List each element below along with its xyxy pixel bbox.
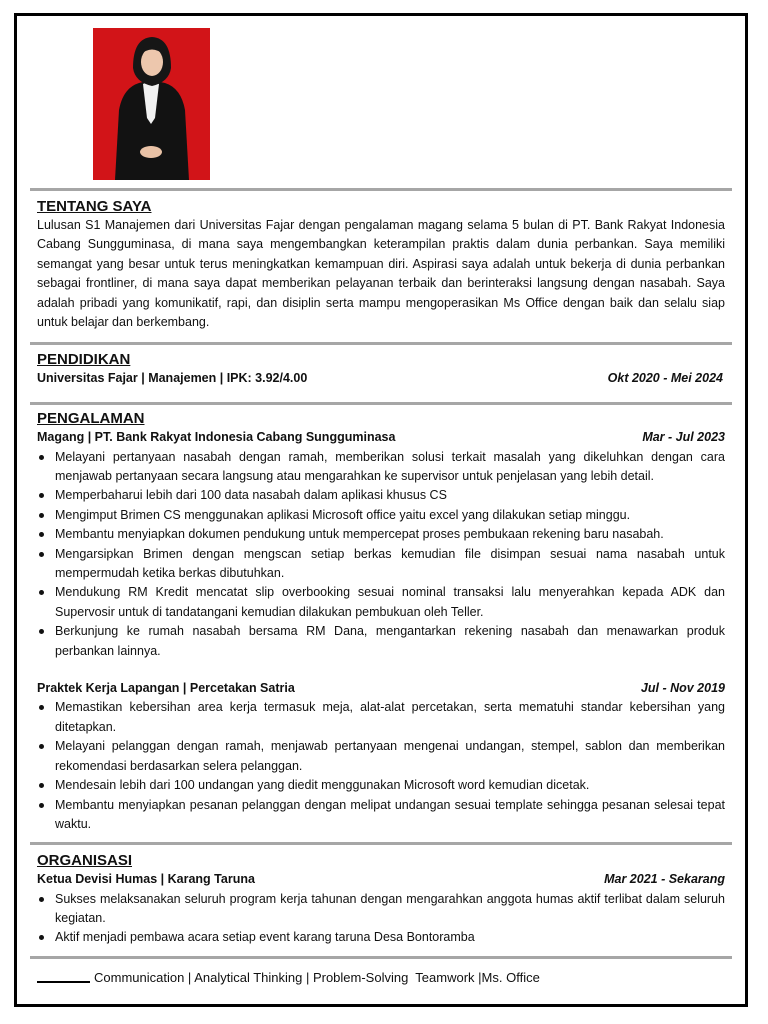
organization-row: [37, 870, 725, 890]
about-section: [37, 198, 725, 332]
organization-role: Ketua Devisi Humas | Karang Taruna: [37, 872, 255, 886]
organization-date: Mar 2021 - Sekarang: [604, 872, 725, 886]
organization-section: [37, 852, 725, 948]
profile-photo: [93, 28, 210, 180]
education-section: [37, 351, 725, 389]
about-title: TENTANG SAYA: [37, 198, 152, 215]
education-row: [37, 369, 725, 389]
job-date: Jul - Nov 2019: [640, 680, 725, 695]
education-date: Okt 2020 - Mei 2024: [607, 371, 723, 385]
list-item: Melayani pertanyaan nasabah dengan ramah, memberikan solusi terkait masalah yang dikeluhkan dengan cara menjawab pertanyaan secara langsung atau mengarahkan ke supervisor untuk penjelasan yang lebih detail.: [37, 448, 725, 487]
person-portrait-icon: [93, 28, 210, 180]
education-title: PENDIDIKAN: [37, 351, 131, 368]
divider: [30, 956, 732, 959]
divider: [30, 842, 732, 845]
job-date: Mar - Jul 2023: [642, 430, 725, 444]
divider: [30, 402, 732, 405]
about-text: Lulusan S1 Manajemen dari Universitas Fajar dengan pengalaman magang selama 5 bulan di PT. Bank Rakyat Indonesia Cabang Sungguminasa, di mana saya mengembangkan keterampilan praktis dalam dunia perbankan. Saya memiliki semangat yang besar untuk terus meningkatkan kemampuan diri. Aspirasi saya adalah untuk bekerja di dunia perbankan sebagai frontliner, di mana saya dapat memberikan pelayanan terbaik dan berinteraksi langsung dengan nasabah. Saya adalah pribadi yang komunikatif, rapi, dan disiplin serta mampu mengoperasikan Ms Office dengan baik dan selalu siap untuk belajar dan berkembang.: [37, 218, 725, 330]
organization-bullets: [37, 890, 725, 948]
list-item: Memastikan kebersihan area kerja termasuk meja, alat-alat percetakan, serta mematuhi standar kebersihan yang ditetapkan.: [37, 698, 725, 737]
resume-page: [14, 13, 748, 1007]
skills-row: [37, 970, 540, 985]
skills-underline: [37, 981, 90, 983]
job-role: Praktek Kerja Lapangan | Percetakan Satria: [37, 680, 295, 695]
list-item: Mendesain lebih dari 100 undangan yang diedit menggunakan Microsoft word kemudian dicetak.: [37, 776, 725, 795]
list-item: Membantu menyiapkan dokumen pendukung untuk mempercepat proses pembukaan rekening baru nasabah.: [37, 525, 725, 544]
job-row: [37, 428, 725, 448]
experience-section: [37, 410, 725, 834]
list-item: Mengimput Brimen CS menggunakan aplikasi Microsoft office yaitu excel yang dilakukan setiap minggu.: [37, 506, 725, 525]
list-item: Berkunjung ke rumah nasabah bersama RM Dana, mengantarkan rekening nasabah dan menawarkan produk perbankan lainnya.: [37, 622, 725, 661]
education-school: Universitas Fajar | Manajemen | IPK: 3.92/4.00: [37, 371, 308, 385]
job-row: [37, 679, 725, 699]
list-item: Mendukung RM Kredit mencatat slip overbooking sesuai nominal transaksi lalu menyerahkan kepada ADK dan Supervosir untuk di tandatangani kemudian dilakukan pembukuan oleh Teller.: [37, 583, 725, 622]
list-item: Sukses melaksanakan seluruh program kerja tahunan dengan mengarahkan anggota humas aktif terlibat dalam seluruh kegiatan.: [37, 890, 725, 929]
job-role: Magang | PT. Bank Rakyat Indonesia Cabang Sungguminasa: [37, 430, 396, 444]
list-item: Memperbaharui lebih dari 100 data nasabah dalam aplikasi khusus CS: [37, 486, 725, 505]
job-bullets: [37, 448, 725, 661]
organization-title: ORGANISASI: [37, 852, 133, 869]
list-item: Aktif menjadi pembawa acara setiap event karang taruna Desa Bontoramba: [37, 928, 725, 947]
divider: [30, 188, 732, 191]
divider: [30, 342, 732, 345]
list-item: Membantu menyiapkan pesanan pelanggan dengan melipat undangan sesuai template sehingga pesanan selesai tepat waktu.: [37, 796, 725, 835]
skills-text: Communication | Analytical Thinking | Problem-Solving Teamwork |Ms. Office: [94, 970, 540, 985]
experience-title: PENGALAMAN: [37, 410, 145, 427]
list-item: Mengarsipkan Brimen dengan mengscan setiap berkas kemudian file disimpan sesuai nama nasabah untuk mempermudah ketika berkas dibutuhkan.: [37, 545, 725, 584]
list-item: Melayani pelanggan dengan ramah, menjawab pertanyaan mengenai undangan, stempel, sablon dan memberikan rekomendasi berdasarkan selera pelanggan.: [37, 737, 725, 776]
job-bullets: [37, 698, 725, 834]
